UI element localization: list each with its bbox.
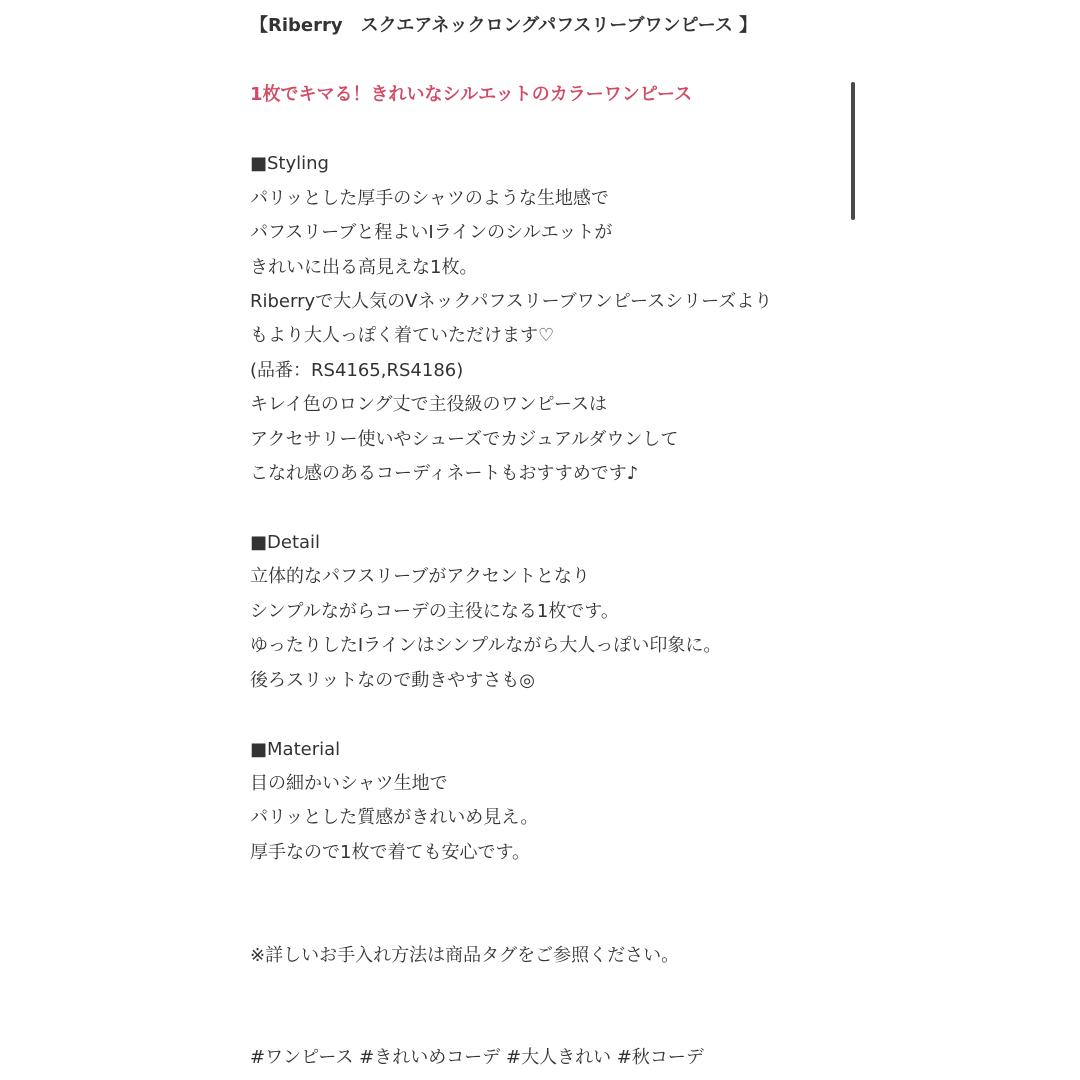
styling-line: パリッとした厚手のシャツのような生地感で (250, 188, 609, 209)
detail-line: ゆったりしたIラインはシンプルながら大人っぽい印象に。 (250, 635, 722, 656)
detail-line: 後ろスリットなので動きやすさも◎ (250, 670, 535, 691)
detail-line: シンプルながらコーデの主役になる1枚です。 (250, 601, 619, 622)
scrollbar-thumb[interactable] (851, 82, 855, 220)
hashtags[interactable]: #ワンピース #きれいめコーデ #大人きれい #秋コーデ (250, 1047, 704, 1068)
scrollbar[interactable] (851, 82, 855, 220)
styling-line: (品番：RS4165,RS4186) (250, 360, 464, 381)
styling-heading: ■Styling (250, 153, 329, 174)
styling-line: きれいに出る高見えな1枚。 (250, 257, 478, 278)
catchphrase: 1枚でキマる！きれいなシルエットのカラーワンピース (250, 84, 693, 105)
material-line: パリッとした質感がきれいめ見え。 (250, 807, 539, 828)
styling-line: アクセサリー使いやシューズでカジュアルダウンして (250, 429, 679, 450)
styling-line: こなれ感のあるコーディネートもおすすめです♪ (250, 463, 639, 484)
styling-line: もより大人っぽく着ていただけます♡ (250, 325, 555, 346)
styling-line: キレイ色のロング丈で主役級のワンピースは (250, 394, 607, 415)
styling-line: Riberryで大人気のVネックパフスリーブワンピースシリーズより (250, 291, 773, 312)
material-heading: ■Material (250, 739, 341, 760)
care-note: ※詳しいお手入れ方法は商品タグをご参照ください。 (250, 945, 680, 966)
material-line: 厚手なので1枚で着ても安心です。 (250, 842, 531, 863)
material-line: 目の細かいシャツ生地で (250, 773, 448, 794)
styling-line: パフスリーブと程よいIラインのシルエットが (250, 222, 613, 243)
detail-line: 立体的なパフスリーブがアクセントとなり (250, 566, 590, 587)
detail-heading: ■Detail (250, 532, 321, 553)
product-title: 【Riberry スクエアネックロングパフスリーブワンピース 】 (250, 15, 758, 36)
